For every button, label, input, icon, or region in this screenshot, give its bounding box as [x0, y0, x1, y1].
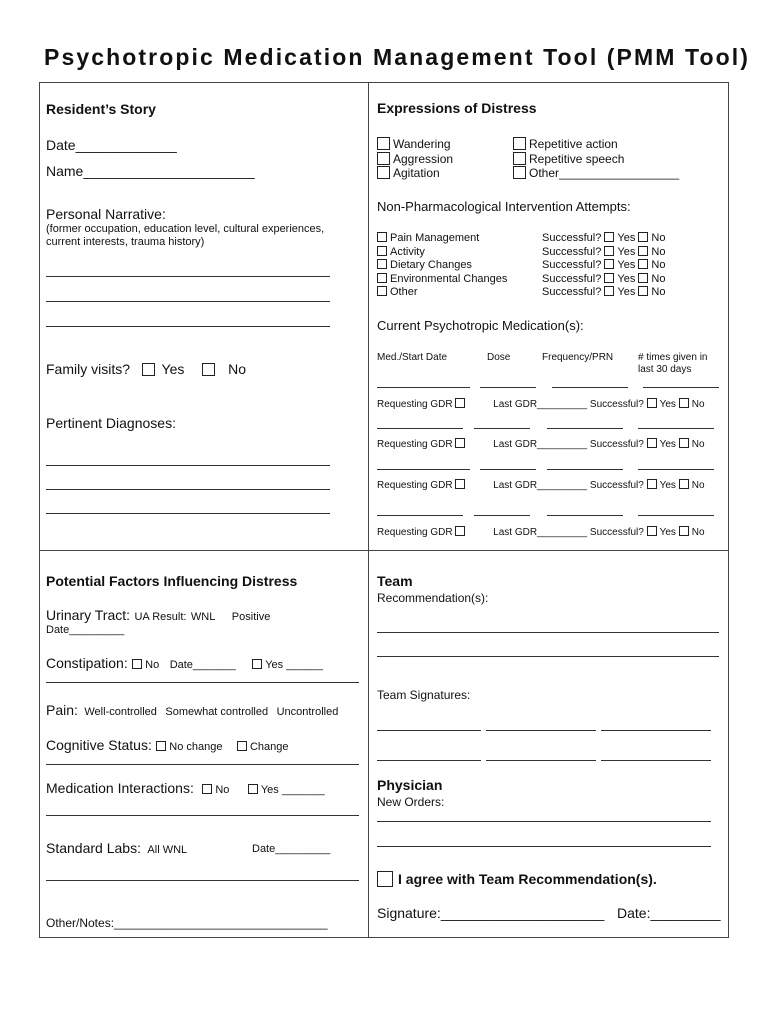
team-signature-line[interactable]	[486, 760, 596, 761]
physician-date-field[interactable]: Date:_________	[617, 905, 721, 921]
other-intervention-label: Other	[390, 286, 418, 298]
recommendations-label: Recommendation(s):	[377, 591, 489, 605]
no-label: No	[145, 659, 160, 671]
environmental-changes-checkbox[interactable]	[377, 273, 387, 283]
labs-line[interactable]	[46, 880, 359, 881]
distress-column-2	[513, 137, 679, 181]
family-visits-no-checkbox[interactable]	[202, 363, 215, 376]
gdr-no-checkbox[interactable]	[679, 438, 689, 448]
pain-uncontrolled-option[interactable]: Uncontrolled	[276, 706, 339, 718]
gdr-yes-checkbox[interactable]	[647, 526, 657, 536]
successful-label: Successful?	[542, 232, 602, 244]
last-gdr-field[interactable]: Last GDR_________	[493, 399, 588, 410]
gdr-no-checkbox[interactable]	[679, 479, 689, 489]
yes-label: Yes	[617, 232, 636, 244]
no-label: No	[651, 232, 666, 244]
aggression-checkbox[interactable]	[377, 152, 390, 165]
repetitive-action-checkbox[interactable]	[513, 137, 526, 150]
requesting-gdr-checkbox[interactable]	[455, 438, 465, 448]
medication-interactions-label: Medication Interactions:	[46, 780, 194, 796]
no-label: No	[691, 439, 705, 450]
successful-label: Successful?	[542, 259, 602, 271]
gdr-yes-checkbox[interactable]	[647, 438, 657, 448]
cognitive-status-label: Cognitive Status:	[46, 737, 152, 753]
gdr-no-checkbox[interactable]	[679, 526, 689, 536]
no-label: No	[651, 272, 666, 285]
agree-checkbox[interactable]	[377, 871, 393, 887]
interactions-yes-checkbox[interactable]	[248, 784, 258, 794]
expressions-of-distress-heading: Expressions of Distress	[377, 100, 537, 116]
other-notes-row	[46, 914, 328, 932]
cognitive-no-change-checkbox[interactable]	[156, 741, 166, 751]
no-label: No	[691, 527, 705, 538]
date-field[interactable]: Date_____________	[46, 137, 177, 153]
current-meds-label: Current Psychotropic Medication(s):	[377, 318, 584, 333]
success-row	[542, 246, 665, 260]
constipation-label: Constipation:	[46, 655, 128, 671]
diagnoses-line-3[interactable]	[46, 513, 330, 514]
constipation-no-checkbox[interactable]	[132, 659, 142, 669]
last-gdr-field[interactable]: Last GDR_________	[493, 527, 588, 538]
med-gdr-row	[377, 479, 705, 491]
agitation-checkbox[interactable]	[377, 166, 390, 179]
diagnoses-line-2[interactable]	[46, 489, 330, 490]
narrative-hint-line-2: current interests, trauma history)	[46, 236, 205, 248]
activity-checkbox[interactable]	[377, 246, 387, 256]
interactions-line[interactable]	[46, 815, 359, 816]
pain-label: Pain:	[46, 702, 78, 718]
labs-date-field[interactable]: Date_________	[252, 843, 331, 855]
wandering-checkbox[interactable]	[377, 137, 390, 150]
recommendations-line-2[interactable]	[377, 656, 719, 657]
repetitive-action-label: Repetitive action	[529, 137, 618, 151]
physician-heading: Physician	[377, 777, 443, 793]
family-visits-yes-label: Yes	[161, 361, 185, 377]
interactions-no-checkbox[interactable]	[202, 784, 212, 794]
other-distress-checkbox[interactable]	[513, 166, 526, 179]
requesting-gdr-label: Requesting GDR	[377, 399, 453, 410]
ua-positive-option[interactable]: Positive	[231, 611, 271, 623]
page-title: Psychotropic Medication Management Tool (PMM Tool)	[44, 44, 750, 70]
urinary-tract-label: Urinary Tract:	[46, 607, 131, 623]
interventions-success-list	[542, 232, 665, 300]
recommendations-line-1[interactable]	[377, 632, 719, 633]
success-no-checkbox[interactable]	[638, 232, 648, 242]
row-divider	[39, 550, 729, 551]
interactions-yes-field[interactable]: Yes _______	[260, 784, 325, 796]
success-no-checkbox[interactable]	[638, 273, 648, 283]
no-label: No	[651, 286, 666, 298]
gdr-yes-checkbox[interactable]	[647, 479, 657, 489]
team-signature-line[interactable]	[377, 760, 481, 761]
requesting-gdr-checkbox[interactable]	[455, 479, 465, 489]
med-header-frequency: Frequency/PRN	[542, 352, 614, 363]
success-yes-checkbox[interactable]	[604, 246, 614, 256]
requesting-gdr-label: Requesting GDR	[377, 439, 453, 450]
narrative-line-2[interactable]	[46, 301, 330, 302]
ua-wnl-option[interactable]: WNL	[190, 611, 216, 623]
team-signature-line[interactable]	[601, 730, 711, 731]
dose-input-line[interactable]	[480, 469, 536, 470]
successful-label: Successful?	[589, 439, 644, 450]
name-field[interactable]: Name______________________	[46, 163, 255, 179]
med-gdr-row	[377, 526, 705, 538]
wandering-label: Wandering	[393, 137, 451, 151]
narrative-hint-line-1: (former occupation, education level, cultural experiences,	[46, 223, 325, 235]
no-label: No	[651, 245, 666, 258]
residents-story-heading: Resident’s Story	[46, 101, 156, 117]
gdr-yes-checkbox[interactable]	[647, 398, 657, 408]
times-input-line[interactable]	[638, 515, 714, 516]
med-gdr-row	[377, 438, 705, 450]
success-no-checkbox[interactable]	[638, 259, 648, 269]
interventions-list	[377, 232, 507, 300]
med-input-line[interactable]	[377, 428, 463, 429]
team-signature-line[interactable]	[601, 760, 711, 761]
no-label: No	[215, 784, 230, 796]
other-notes-label: Other/Notes:	[46, 916, 115, 930]
success-row	[542, 273, 665, 287]
successful-label: Successful?	[589, 480, 644, 491]
no-change-label: No change	[169, 741, 223, 753]
agree-row	[377, 871, 657, 887]
change-label: Change	[249, 741, 289, 753]
success-row	[542, 259, 665, 273]
diagnoses-line-1[interactable]	[46, 465, 330, 466]
requesting-gdr-checkbox[interactable]	[455, 398, 465, 408]
med-input-line[interactable]	[377, 469, 470, 470]
no-label: No	[691, 399, 705, 410]
pain-management-checkbox[interactable]	[377, 232, 387, 242]
successful-label: Successful?	[542, 272, 602, 285]
dose-input-line[interactable]	[474, 515, 530, 516]
yes-label: Yes	[617, 286, 636, 298]
family-visits-label: Family visits?	[46, 361, 131, 377]
requesting-gdr-label: Requesting GDR	[377, 480, 453, 491]
cognitive-line[interactable]	[46, 764, 359, 765]
yes-label: Yes	[659, 399, 676, 410]
family-visits-no-label: No	[228, 361, 247, 377]
pain-row	[46, 702, 338, 720]
yes-label: Yes	[617, 245, 636, 258]
column-divider	[368, 82, 369, 938]
times-input-line[interactable]	[643, 387, 719, 388]
dose-input-line[interactable]	[474, 428, 530, 429]
last-gdr-field[interactable]: Last GDR_________	[493, 439, 588, 450]
success-yes-checkbox[interactable]	[604, 259, 614, 269]
urinary-date-field[interactable]: Date_________	[46, 624, 125, 636]
constipation-row	[46, 655, 323, 673]
successful-label: Successful?	[542, 286, 602, 298]
cognitive-change-checkbox[interactable]	[237, 741, 247, 751]
urinary-tract-row	[46, 607, 270, 625]
yes-label: Yes	[617, 272, 636, 285]
constipation-line[interactable]	[46, 682, 359, 683]
activity-label: Activity	[390, 245, 425, 258]
constipation-date-field[interactable]: Date_______	[169, 659, 236, 671]
success-yes-checkbox[interactable]	[604, 286, 614, 296]
physician-signature-field[interactable]: Signature:_____________________	[377, 905, 605, 921]
gdr-no-checkbox[interactable]	[679, 398, 689, 408]
constipation-yes-checkbox[interactable]	[252, 659, 262, 669]
pertinent-diagnoses-label: Pertinent Diagnoses:	[46, 415, 176, 431]
yes-label: Yes	[617, 259, 636, 271]
yes-label: Yes	[659, 527, 676, 538]
agitation-label: Agitation	[393, 166, 440, 180]
successful-label: Successful?	[589, 399, 644, 410]
new-orders-label: New Orders:	[377, 795, 445, 809]
success-no-checkbox[interactable]	[638, 246, 648, 256]
success-no-checkbox[interactable]	[638, 286, 648, 296]
agree-label: I agree with Team Recommendation(s).	[398, 871, 657, 887]
med-header-med: Med./Start Date	[377, 352, 448, 363]
med-header-times-1: # times given in	[638, 352, 708, 363]
team-heading: Team	[377, 573, 413, 589]
times-input-line[interactable]	[638, 469, 714, 470]
interventions-label: Non-Pharmacological Intervention Attempts:	[377, 199, 631, 214]
other-distress-label[interactable]: Other__________________	[529, 166, 680, 180]
other-notes-field[interactable]: ________________________________	[114, 916, 328, 930]
med-header-times-2: last 30 days	[638, 364, 692, 375]
environmental-changes-label: Environmental Changes	[390, 272, 508, 285]
labs-all-wnl-option[interactable]: All WNL	[147, 844, 188, 856]
ua-result-label: UA Result:	[134, 611, 187, 623]
new-orders-line-2[interactable]	[377, 846, 711, 847]
team-signature-line[interactable]	[377, 730, 481, 731]
med-input-line[interactable]	[377, 515, 463, 516]
repetitive-speech-checkbox[interactable]	[513, 152, 526, 165]
standard-labs-label: Standard Labs:	[46, 840, 141, 856]
dietary-changes-checkbox[interactable]	[377, 259, 387, 269]
constipation-yes-field[interactable]: Yes ______	[265, 659, 323, 671]
frequency-input-line[interactable]	[547, 469, 623, 470]
family-visits-yes-checkbox[interactable]	[142, 363, 155, 376]
frequency-input-line[interactable]	[547, 515, 623, 516]
success-row	[542, 286, 665, 300]
cognitive-status-row	[46, 737, 289, 755]
team-signature-line[interactable]	[486, 730, 596, 731]
last-gdr-field[interactable]: Last GDR_________	[493, 480, 588, 491]
family-visits-row	[46, 361, 246, 377]
yes-label: Yes	[659, 439, 676, 450]
narrative-line-3[interactable]	[46, 326, 330, 327]
pain-well-controlled-option[interactable]: Well-controlled	[84, 706, 157, 718]
standard-labs-row	[46, 840, 187, 858]
yes-label: Yes	[659, 480, 676, 491]
pain-somewhat-controlled-option[interactable]: Somewhat controlled	[165, 706, 269, 718]
narrative-line-1[interactable]	[46, 276, 330, 277]
pain-management-label: Pain Management	[390, 232, 480, 244]
med-gdr-row	[377, 398, 705, 410]
success-yes-checkbox[interactable]	[604, 273, 614, 283]
aggression-label: Aggression	[393, 151, 454, 166]
med-header-dose: Dose	[487, 352, 511, 363]
dietary-changes-label: Dietary Changes	[390, 259, 472, 271]
new-orders-line-1[interactable]	[377, 821, 711, 822]
repetitive-speech-label: Repetitive speech	[529, 151, 625, 166]
success-row	[542, 232, 665, 246]
personal-narrative-label: Personal Narrative:	[46, 206, 166, 222]
medication-interactions-row	[46, 780, 325, 798]
potential-factors-heading: Potential Factors Influencing Distress	[46, 573, 298, 589]
med-input-line[interactable]	[377, 387, 470, 388]
frequency-input-line[interactable]	[552, 387, 628, 388]
times-input-line[interactable]	[638, 428, 714, 429]
successful-label: Successful?	[589, 527, 644, 538]
no-label: No	[691, 480, 705, 491]
dose-input-line[interactable]	[480, 387, 536, 388]
no-label: No	[651, 259, 666, 271]
team-signatures-label: Team Signatures:	[377, 688, 471, 702]
successful-label: Successful?	[542, 245, 602, 258]
other-intervention-checkbox[interactable]	[377, 286, 387, 296]
requesting-gdr-label: Requesting GDR	[377, 527, 453, 538]
requesting-gdr-checkbox[interactable]	[455, 526, 465, 536]
success-yes-checkbox[interactable]	[604, 232, 614, 242]
distress-column-1	[377, 137, 453, 181]
frequency-input-line[interactable]	[547, 428, 623, 429]
